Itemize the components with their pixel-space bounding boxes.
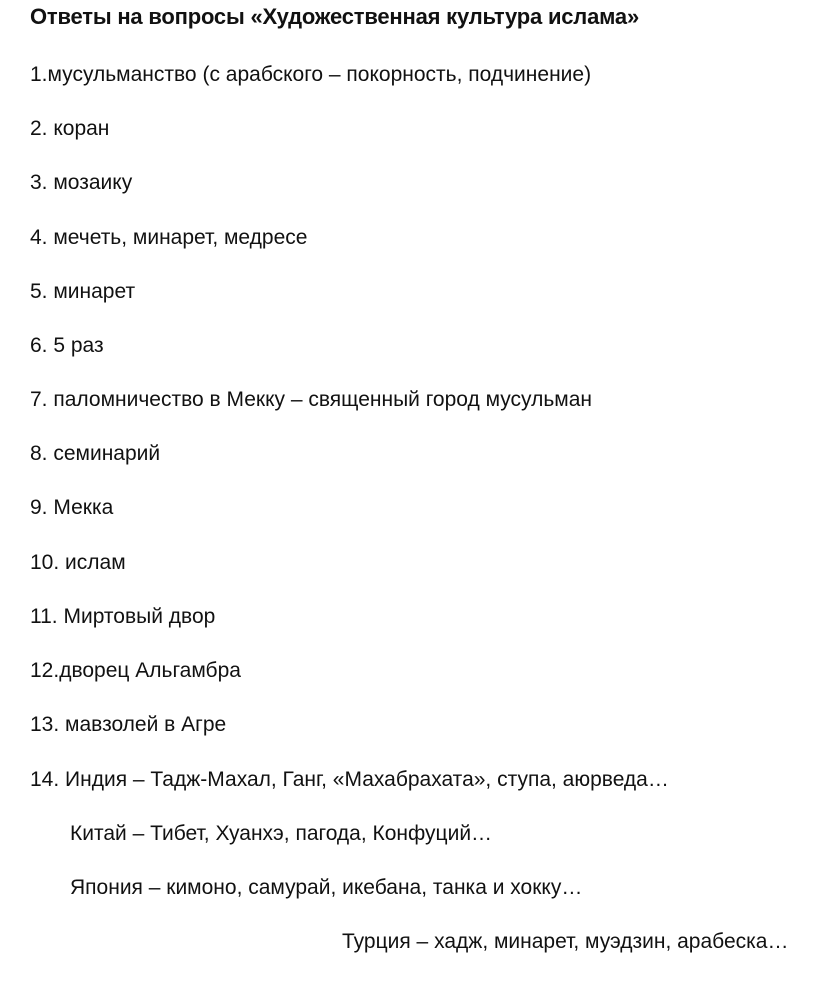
answer-10: 10. ислам: [30, 551, 126, 574]
answer-3: 3. мозаику: [30, 171, 133, 194]
answer-1: 1.мусульманство (с арабского – покорность, подчинение): [30, 63, 592, 86]
answer-8: 8. семинарий: [30, 442, 161, 465]
answer-2: 2. коран: [30, 117, 110, 140]
answer-14-china: Китай – Тибет, Хуанхэ, пагода, Конфуций…: [70, 822, 493, 845]
answer-4: 4. мечеть, минарет, медресе: [30, 226, 308, 249]
answer-13: 13. мавзолей в Агре: [30, 713, 227, 736]
answer-9: 9. Мекка: [30, 496, 114, 519]
document-title: Ответы на вопросы «Художественная культура ислама»: [30, 4, 639, 29]
answer-14-japan: Япония – кимоно, самурай, икебана, танка и хокку…: [70, 876, 583, 899]
answer-7: 7. паломничество в Мекку – священный город мусульман: [30, 388, 592, 411]
answer-14-turkey: Турция – хадж, минарет, муэдзин, арабеска…: [342, 930, 789, 953]
answer-14: 14. Индия – Тадж-Махал, Ганг, «Махабрахата», ступа, аюрведа…: [30, 768, 669, 791]
answer-6: 6. 5 раз: [30, 334, 104, 357]
answer-5: 5. минарет: [30, 280, 136, 303]
answer-12: 12.дворец Альгамбра: [30, 659, 241, 682]
answer-11: 11. Миртовый двор: [30, 605, 216, 628]
